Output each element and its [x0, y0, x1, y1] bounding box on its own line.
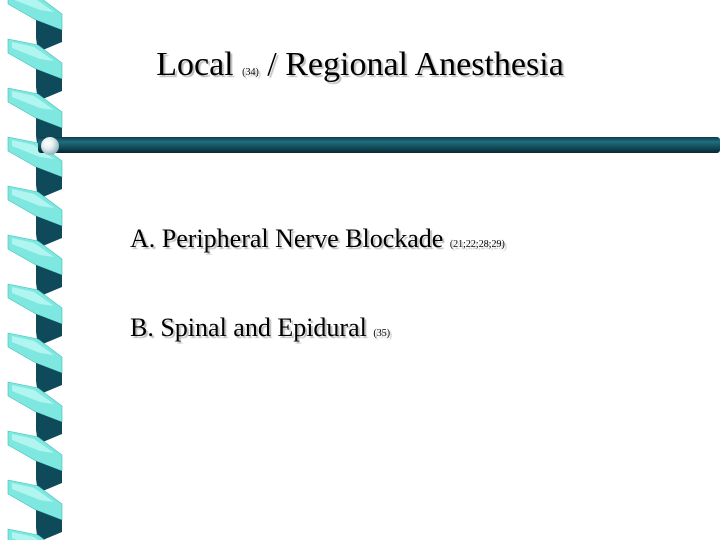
divider-knob-icon: [41, 137, 59, 155]
bullet-item-reference: (21;22;28;29): [449, 239, 505, 250]
bullet-item-text: B. Spinal and Epidural: [130, 313, 367, 342]
bullet-item-text: A. Peripheral Nerve Blockade: [130, 224, 444, 253]
bullet-item: [130, 313, 390, 343]
title-local: Local: [156, 46, 234, 83]
slide-title: [0, 46, 720, 84]
bullet-item-reference: (35): [373, 328, 391, 339]
title-divider-bar: [38, 137, 720, 153]
bullet-item: [130, 224, 505, 254]
title-reference: (34): [242, 67, 259, 78]
title-rest: / Regional Anesthesia: [267, 46, 564, 83]
